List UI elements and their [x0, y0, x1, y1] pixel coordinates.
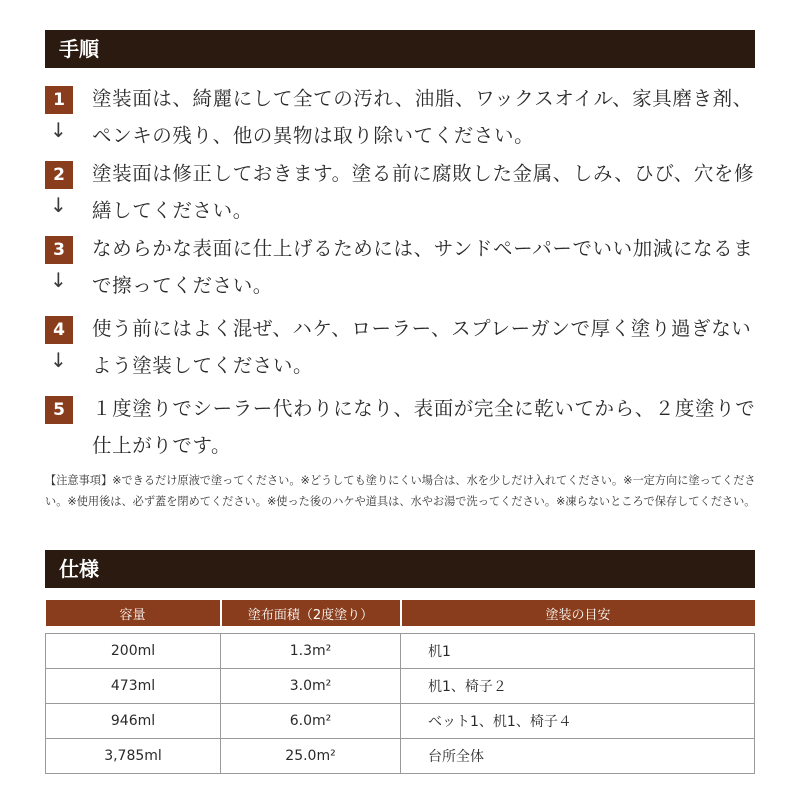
step-number: 5: [45, 396, 73, 424]
procedure-section-header: [45, 30, 755, 68]
coverage-cell: 1.3m²: [221, 634, 401, 669]
guideline-cell: 机1: [401, 634, 755, 669]
capacity-cell: 3,785ml: [46, 739, 221, 774]
coverage-cell: 6.0m²: [221, 704, 401, 739]
guideline-cell: 机1、椅子２: [401, 669, 755, 704]
step-number: 1: [45, 86, 73, 114]
table-row: [46, 739, 755, 774]
header-guideline: 塗装の目安: [401, 600, 755, 626]
step-text: 塗装面は、綺麗にして全ての汚れ、油脂、ワックスオイル、家具磨き剤、ペンキの残り、他の異物は取り除いてください。: [92, 87, 753, 147]
specs-section-header: [45, 550, 755, 588]
table-row: [46, 634, 755, 669]
guideline-cell: 台所全体: [401, 739, 755, 774]
step-number: 2: [45, 161, 73, 189]
procedure-step-3: [45, 228, 765, 303]
coverage-cell: 25.0m²: [221, 739, 401, 774]
procedure-step-2: [45, 153, 765, 228]
guideline-cell: ベット1、机1、椅子４: [401, 704, 755, 739]
specs-title: 仕様: [59, 557, 99, 581]
caution-notes: 【注意事項】※できるだけ原液で塗ってください。※どうしても塗りにくい場合は、水を少しだけ入れてください。※一定方向に塗ってください。※使用後は、必ず蓋を閉めてください。※使った後のハケや道具は、水やお湯で洗ってください。※凍らないところで保存してください。: [45, 474, 756, 508]
procedure-step-5: [45, 388, 765, 463]
down-arrow-icon: ↓: [50, 193, 67, 217]
down-arrow-icon: ↓: [50, 348, 67, 372]
procedure-step-4: [45, 308, 765, 383]
step-number: 4: [45, 316, 73, 344]
step-number: 3: [45, 236, 73, 264]
procedure-step-1: [45, 78, 765, 153]
header-coverage: 塗布面積（2度塗り）: [221, 600, 401, 626]
step-text: 塗装面は修正しておきます。塗る前に腐敗した金属、しみ、ひび、穴を修繕してください。: [92, 162, 755, 222]
capacity-cell: 200ml: [46, 634, 221, 669]
table-row: [46, 704, 755, 739]
capacity-cell: 946ml: [46, 704, 221, 739]
specs-table: [45, 600, 755, 774]
down-arrow-icon: ↓: [50, 118, 67, 142]
coverage-cell: 3.0m²: [221, 669, 401, 704]
down-arrow-icon: ↓: [50, 268, 67, 292]
capacity-cell: 473ml: [46, 669, 221, 704]
header-capacity: 容量: [46, 600, 221, 626]
specs-header-row: [46, 600, 755, 626]
procedure-title: 手順: [59, 37, 99, 61]
step-text: １度塗りでシーラー代わりになり、表面が完全に乾いてから、２度塗りで仕上がりです。: [92, 397, 756, 457]
step-text: 使う前にはよく混ぜ、ハケ、ローラー、スプレーガンで厚く塗り過ぎないよう塗装してください。: [92, 317, 752, 377]
table-row: [46, 669, 755, 704]
step-text: なめらかな表面に仕上げるためには、サンドペーパーでいい加減になるまで擦ってください。: [92, 237, 754, 297]
